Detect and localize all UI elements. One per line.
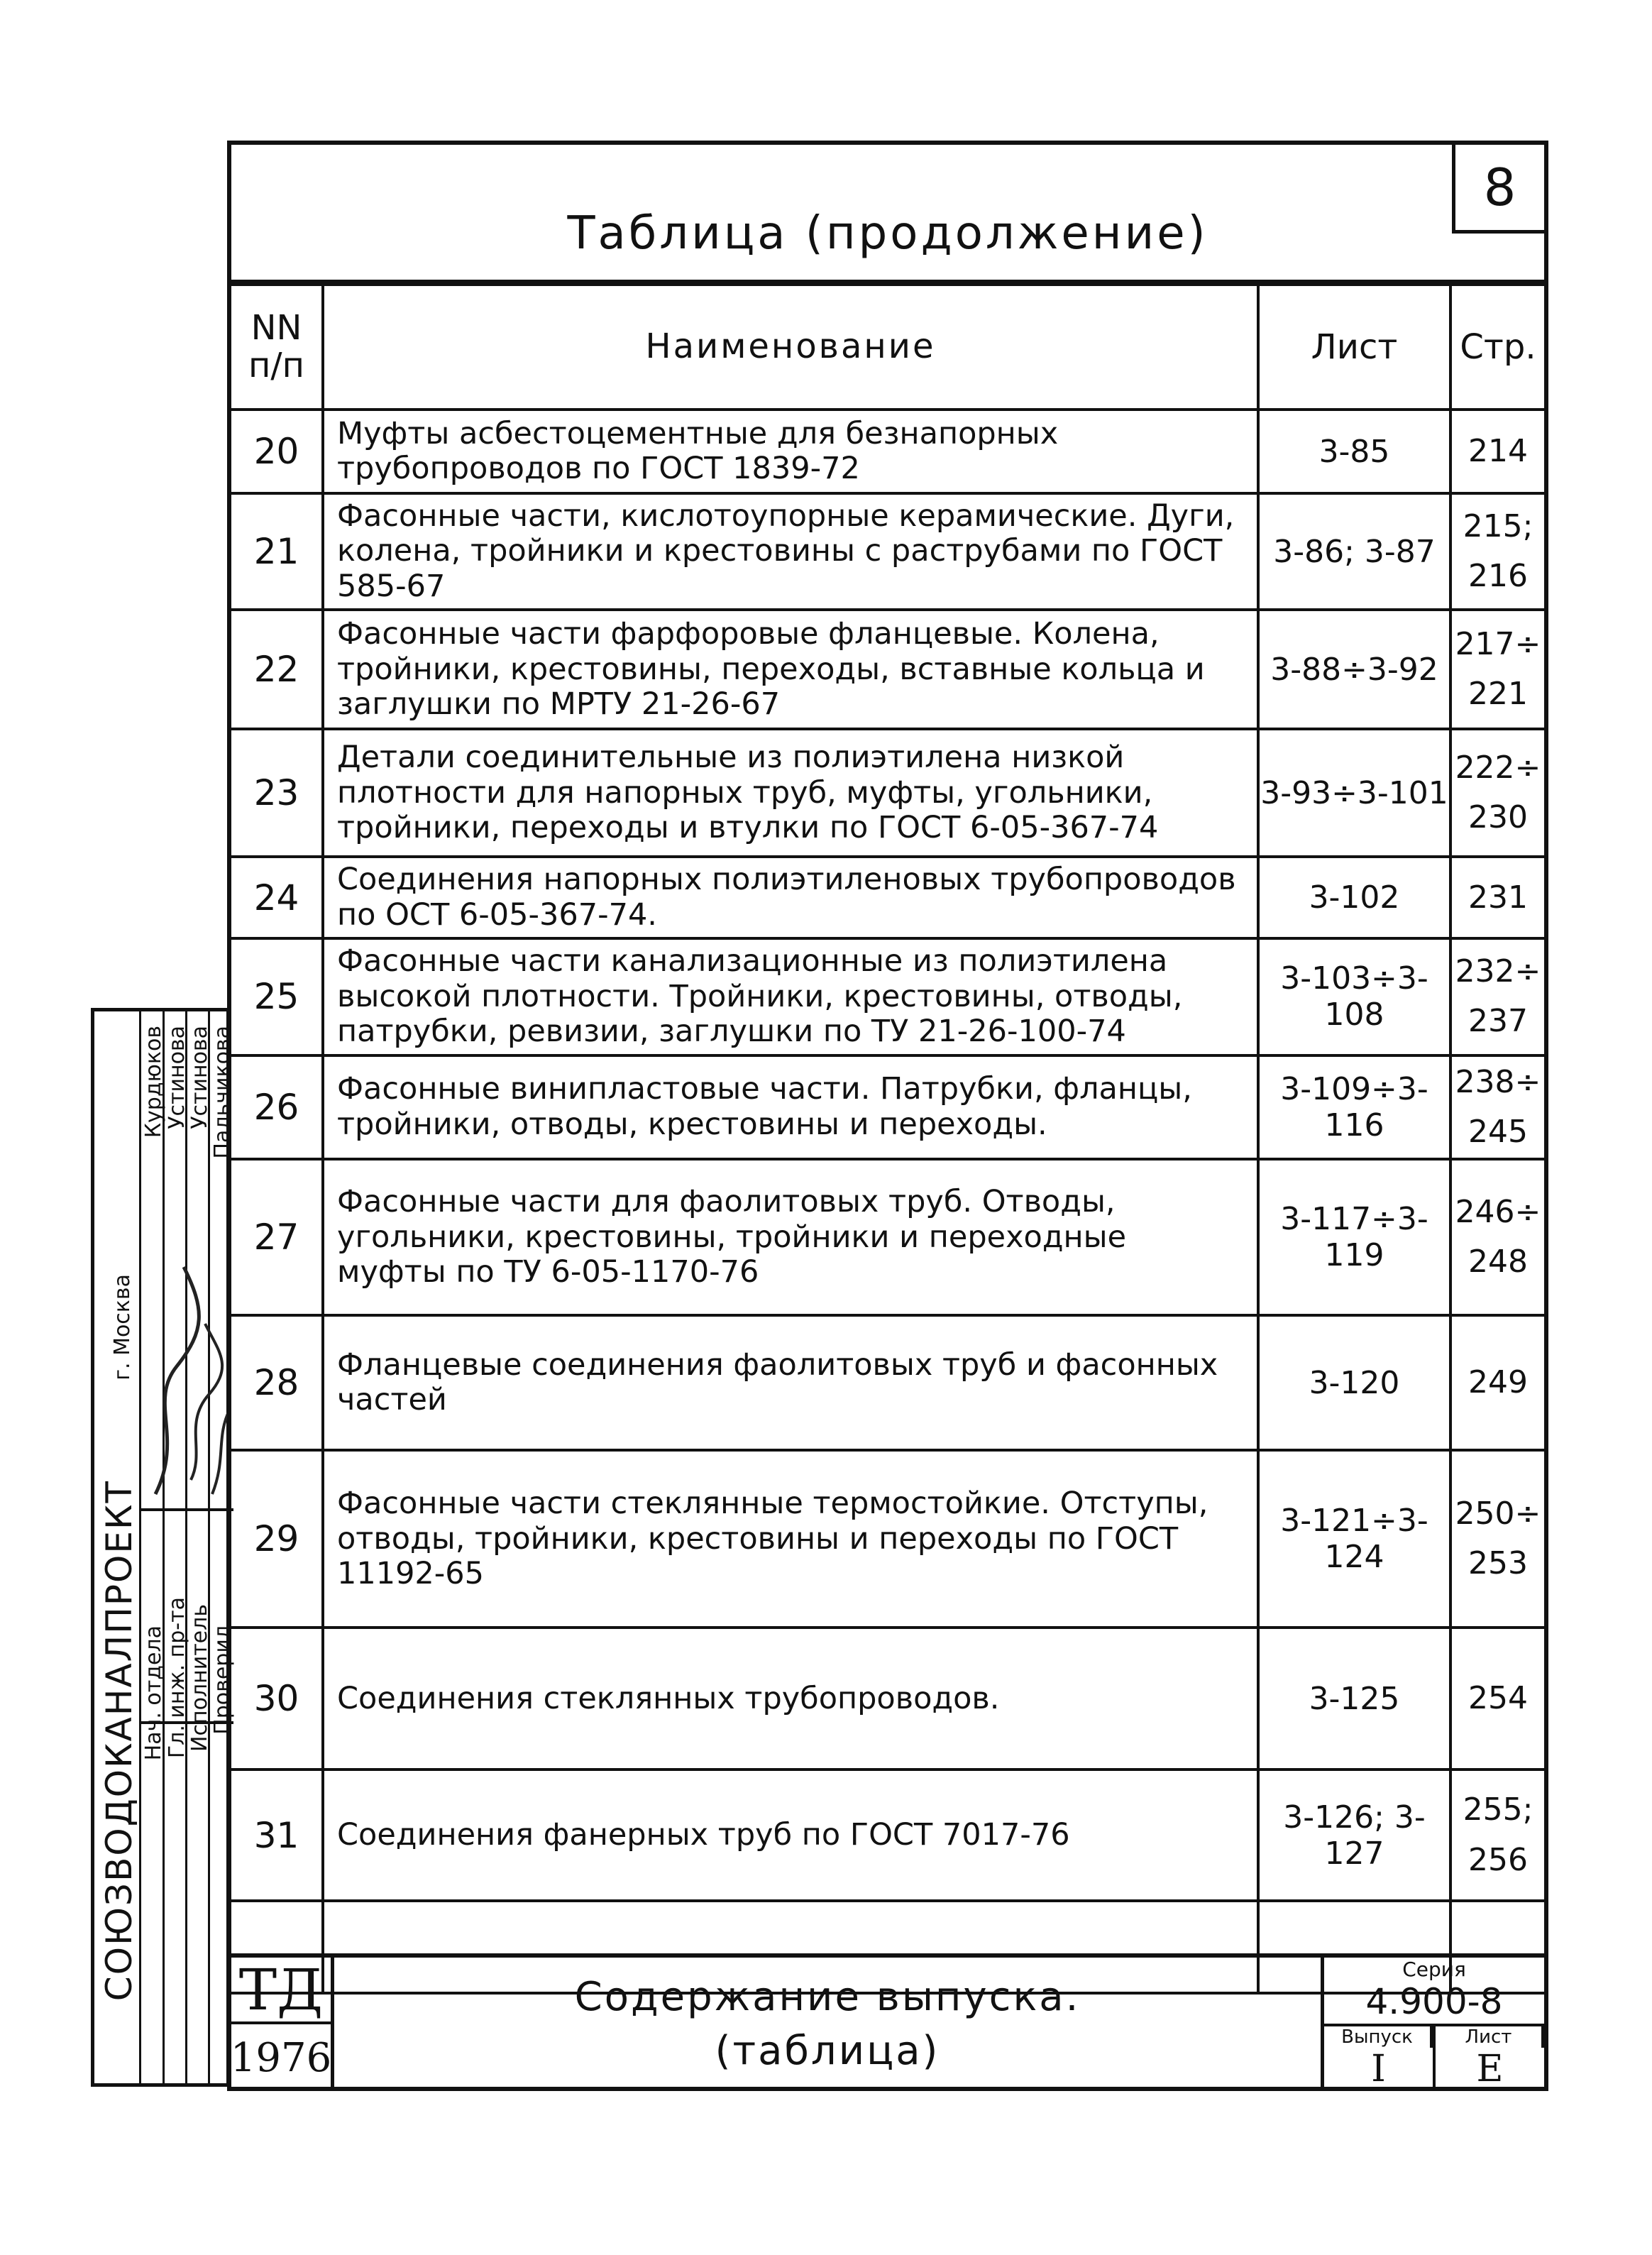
table-row bbox=[231, 1159, 1544, 1315]
td-block bbox=[231, 1958, 334, 2091]
issue-sheet-row bbox=[1324, 2026, 1544, 2090]
row-sheet: 3-109÷3-116 bbox=[1258, 1055, 1450, 1160]
city: г. Москва bbox=[110, 1274, 135, 1381]
row-name: Фланцевые соединения фаолитовых труб и фасонных частей bbox=[323, 1315, 1258, 1450]
role-checked: Проверил bbox=[210, 1625, 235, 1735]
row-page: 255; 256 bbox=[1450, 1770, 1544, 1901]
table-row bbox=[231, 410, 1544, 493]
name-executor: Устинова bbox=[187, 1026, 212, 1129]
contents-table bbox=[231, 283, 1544, 1995]
row-page: 231 bbox=[1450, 857, 1544, 938]
side-col-2 bbox=[165, 1011, 187, 2083]
row-name: Детали соединительные из полиэтилена низкой плотности для напорных труб, муфты, угольники, тройники, переходы и втулки по ГОСТ 6-05-367-74 bbox=[323, 729, 1258, 857]
role-chief-engineer: Гл. инж. пр-та bbox=[165, 1597, 189, 1759]
row-page: 238÷ 245 bbox=[1450, 1055, 1544, 1160]
issue-label: Выпуск bbox=[1324, 2026, 1433, 2048]
name-chief-engineer: Устинова bbox=[165, 1026, 189, 1129]
sheet-corner-number: 8 bbox=[1452, 145, 1544, 234]
name-head: Курдюков bbox=[141, 1026, 166, 1139]
table-row bbox=[231, 857, 1544, 938]
table-row bbox=[231, 1055, 1544, 1160]
row-name: Фасонные части стеклянные термостойкие. Отступы, отводы, тройники, крестовины и переходы по ГОСТ 11192-65 bbox=[323, 1450, 1258, 1628]
row-name: Соединения фанерных труб по ГОСТ 7017-76 bbox=[323, 1770, 1258, 1901]
sheet-value: Е bbox=[1476, 2048, 1504, 2090]
td-label: ТД bbox=[231, 1958, 331, 2024]
row-name: Соединения стеклянных трубопроводов. bbox=[323, 1628, 1258, 1770]
table-title: Таблица (продолжение) bbox=[231, 145, 1544, 283]
document-title bbox=[334, 1958, 1321, 2091]
table-row bbox=[231, 1450, 1544, 1628]
row-sheet: 3-121÷3-124 bbox=[1258, 1450, 1450, 1628]
table-row bbox=[231, 729, 1544, 857]
issue-value: I bbox=[1371, 2048, 1386, 2090]
row-page: 214 bbox=[1450, 410, 1544, 493]
row-num: 31 bbox=[231, 1770, 323, 1901]
table-row bbox=[231, 1315, 1544, 1450]
row-sheet: 3-93÷3-101 bbox=[1258, 729, 1450, 857]
row-name: Фасонные части для фаолитовых труб. Отводы, угольники, крестовины, тройники и переходные муфты по ТУ 6-05-1170-76 bbox=[323, 1159, 1258, 1315]
row-num: 22 bbox=[231, 610, 323, 729]
row-sheet: 3-120 bbox=[1258, 1315, 1450, 1450]
header-num: NN п/п bbox=[231, 285, 323, 410]
header-name: Наименование bbox=[323, 285, 1258, 410]
row-name: Фасонные части канализационные из полиэтилена высокой плотности. Тройники, крестовины, отводы, патрубки, ревизии, заглушки по ТУ 21-26-100-74 bbox=[323, 938, 1258, 1055]
table-row bbox=[231, 493, 1544, 610]
role-executor: Исполнитель bbox=[187, 1604, 212, 1752]
row-sheet: 3-103÷3-108 bbox=[1258, 938, 1450, 1055]
year-label: 1976 bbox=[230, 2034, 332, 2081]
table-row bbox=[231, 938, 1544, 1055]
side-stamp bbox=[91, 1008, 235, 2087]
organization-name: СОЮЗВОДОКАНАЛПРОЕКТ bbox=[99, 1480, 140, 2002]
row-name: Фасонные части, кислотоупорные керамические. Дуги, колена, тройники и крестовины с раструбами по ГОСТ 585-67 bbox=[323, 493, 1258, 610]
row-num: 27 bbox=[231, 1159, 323, 1315]
row-name: Муфты асбестоцементные для безнапорных трубопроводов по ГОСТ 1839-72 bbox=[323, 410, 1258, 493]
sheet-cell bbox=[1436, 2026, 1544, 2090]
row-num: 26 bbox=[231, 1055, 323, 1160]
side-org-column bbox=[94, 1011, 141, 2083]
row-sheet: 3-125 bbox=[1258, 1628, 1450, 1770]
row-page: 249 bbox=[1450, 1315, 1544, 1450]
header-sheet: Лист bbox=[1258, 285, 1450, 410]
row-num: 30 bbox=[231, 1628, 323, 1770]
row-num: 29 bbox=[231, 1450, 323, 1628]
row-num: 23 bbox=[231, 729, 323, 857]
row-sheet: 3-86; 3-87 bbox=[1258, 493, 1450, 610]
row-sheet: 3-126; 3-127 bbox=[1258, 1770, 1450, 1901]
signatures bbox=[141, 1224, 233, 1508]
document-title-line2: (таблица) bbox=[715, 2028, 940, 2074]
row-num: 21 bbox=[231, 493, 323, 610]
role-head: Нач. отдела bbox=[141, 1625, 166, 1761]
row-page: 232÷ 237 bbox=[1450, 938, 1544, 1055]
table-row bbox=[231, 610, 1544, 729]
issue-cell bbox=[1324, 2026, 1436, 2090]
row-name: Фасонные части фарфоровые фланцевые. Колена, тройники, крестовины, переходы, вставные кольца и заглушки по МРТУ 21-26-67 bbox=[323, 610, 1258, 729]
side-col-3 bbox=[187, 1011, 210, 2083]
row-num: 28 bbox=[231, 1315, 323, 1450]
row-page: 215; 216 bbox=[1450, 493, 1544, 610]
document-sheet bbox=[227, 141, 1548, 2091]
series-label: Серия bbox=[1402, 1958, 1466, 1981]
document-title-line1: Содержание выпуска. bbox=[574, 1974, 1081, 2021]
row-sheet: 3-88÷3-92 bbox=[1258, 610, 1450, 729]
row-num: 20 bbox=[231, 410, 323, 493]
row-num: 25 bbox=[231, 938, 323, 1055]
title-block bbox=[231, 1953, 1544, 2091]
table-row bbox=[231, 1770, 1544, 1901]
row-page: 222÷ 230 bbox=[1450, 729, 1544, 857]
row-page: 246÷ 248 bbox=[1450, 1159, 1544, 1315]
series-value: 4.900-8 bbox=[1324, 1981, 1544, 2026]
row-sheet: 3-85 bbox=[1258, 410, 1450, 493]
side-col-1 bbox=[141, 1011, 165, 2083]
row-name: Фасонные винипластовые части. Патрубки, фланцы, тройники, отводы, крестовины и переходы. bbox=[323, 1055, 1258, 1160]
row-page: 217÷ 221 bbox=[1450, 610, 1544, 729]
sheet-label: Лист bbox=[1436, 2026, 1544, 2048]
table-header-row bbox=[231, 285, 1544, 410]
row-name: Соединения напорных полиэтиленовых трубопроводов по ОСТ 6-05-367-74. bbox=[323, 857, 1258, 938]
row-sheet: 3-117÷3-119 bbox=[1258, 1159, 1450, 1315]
series-block bbox=[1321, 1958, 1544, 2091]
row-page: 250÷ 253 bbox=[1450, 1450, 1544, 1628]
name-checked: Пальчикова bbox=[210, 1026, 235, 1159]
row-sheet: 3-102 bbox=[1258, 857, 1450, 938]
header-page: Стр. bbox=[1450, 285, 1544, 410]
row-page: 254 bbox=[1450, 1628, 1544, 1770]
row-num: 24 bbox=[231, 857, 323, 938]
table-row bbox=[231, 1628, 1544, 1770]
